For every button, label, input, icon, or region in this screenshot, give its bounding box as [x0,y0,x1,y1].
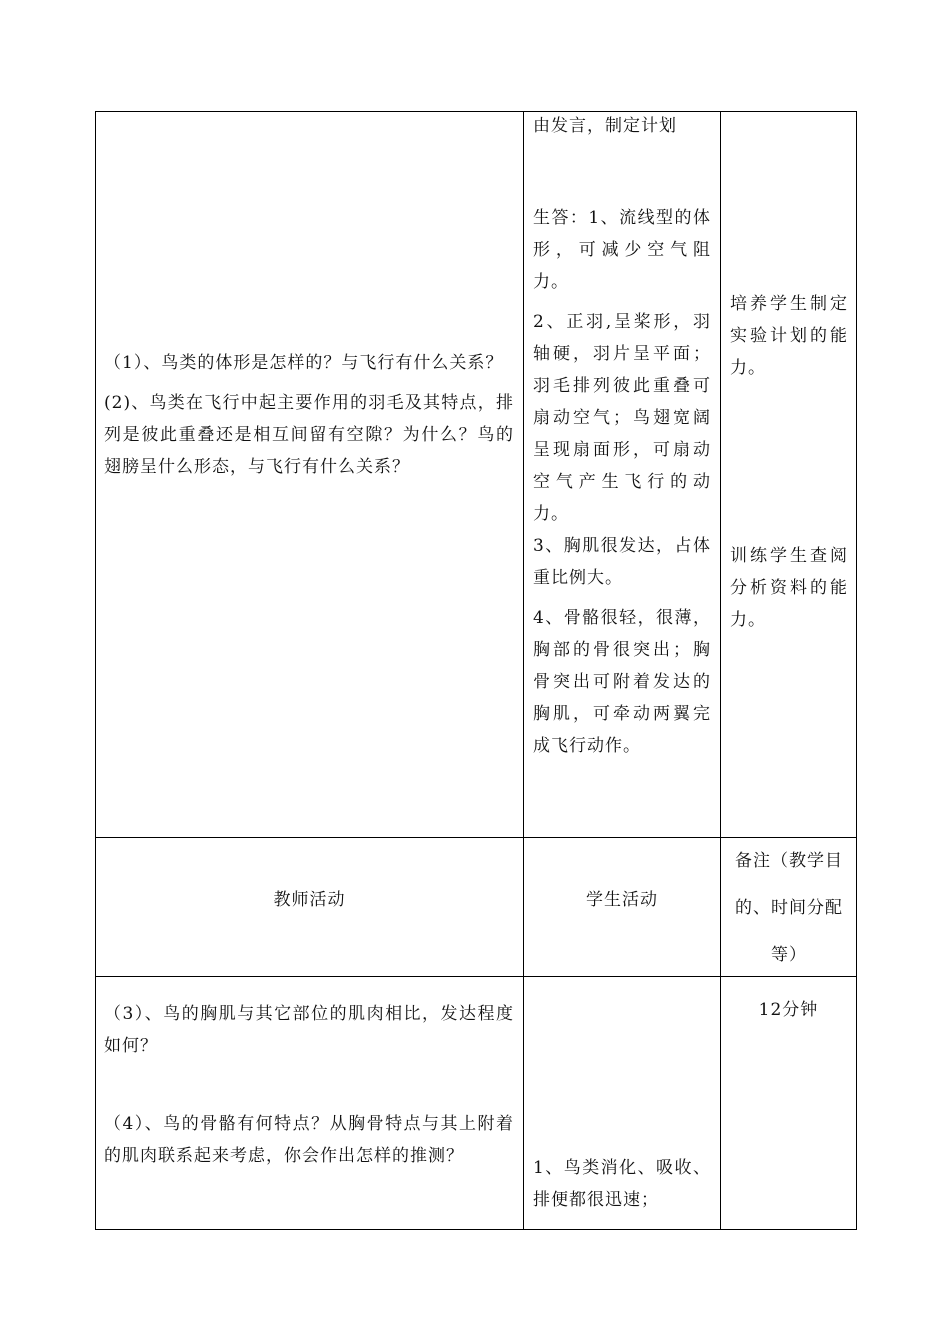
teacher-question-2: (2)、鸟类在飞行中起主要作用的羽毛及其特点，排列是彼此重叠还是相互间留有空隙？为什么？鸟的翅膀呈什么形态，与飞行有什么关系？ [104,393,514,477]
column-divider-2 [720,111,721,1230]
teacher-question-4: （4）、鸟的骨骼有何特点？从胸骨特点与其上附着的肌肉联系起来考虑，你会作出怎样的推测？ [104,1114,514,1166]
note-data-analysis: 训练学生查阅分析资料的能力。 [730,546,848,630]
column-divider-1 [523,111,524,1230]
student-answer-3: 3、胸肌很发达，占体重比例大。 [533,536,711,588]
teacher-question-3: （3）、鸟的胸肌与其它部位的肌肉相比，发达程度如何？ [104,1004,514,1056]
student-answer-1: 生答：1、流线型的体形，可减少空气阻力。 [533,208,711,292]
header-student-activity: 学生活动 [586,890,658,910]
notes-cell-row2 [721,994,856,1026]
notes-cell-row1 [730,288,848,636]
header-notes: 备注（教学目的、时间分配等） [735,851,843,965]
student-activity-cell-row2 [533,1152,711,1216]
student-answer-digestion: 1、鸟类消化、吸收、排便都很迅速； [533,1158,711,1210]
table-border-top [95,111,857,112]
note-experiment-plan: 培养学生制定实验计划的能力。 [730,294,848,378]
teacher-activity-cell-row2 [104,998,514,1172]
table-border-left [95,111,96,1230]
table-border-bottom [95,1229,857,1230]
student-plan-text: 由发言，制定计划 [533,116,677,136]
teacher-question-1: （1）、鸟类的体形是怎样的？与飞行有什么关系？ [104,353,504,373]
student-answer-4: 4、骨骼很轻，很薄，胸部的骨很突出；胸骨突出可附着发达的胸肌，可牵动两翼完成飞行动作。 [533,608,711,756]
header-teacher-activity: 教师活动 [273,890,346,910]
student-activity-cell-row1 [533,110,711,762]
student-answer-2: 2、正羽,呈桨形，羽轴硬，羽片呈平面；羽毛排列彼此重叠可扇动空气；鸟翅宽阔呈现扇面形，可扇动空气产生飞行的动力。 [533,312,711,524]
table-border-right [856,111,857,1230]
note-time-allocation: 12分钟 [758,1000,819,1020]
teacher-activity-cell-row1 [104,347,514,483]
